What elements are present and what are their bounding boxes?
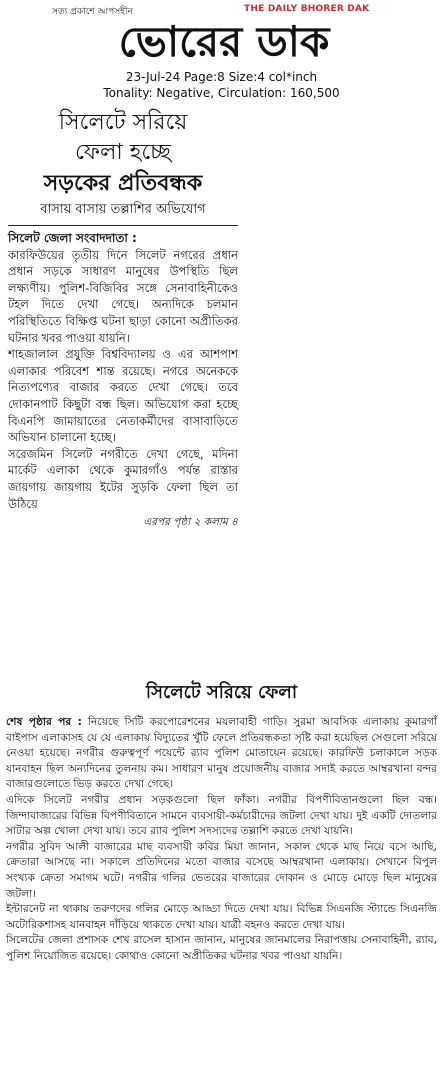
headline-line: সিলেটে সরিয়ে: [58, 110, 188, 135]
paragraph: কারফিউয়ের তৃতীয় দিনে সিলেট নগরের প্রধান প্রধান সড়কে সাধারণ মানুষের উপস্থিতি ছিল লক্ষ্যণীয়। পুলিশ-বিজিবির সঙ্গে সেনাবাহিনীকেও টহল দিতে দেখা গেছে। অন্যদিকে চলমান পরিস্থিতিতে বিক্ষিপ্ত ঘটনা ছাড়া কোনো অপ্রীতিকর ঘটনার খবর পাওয়া যায়নি।: [8, 247, 238, 345]
masthead: [0, 0, 443, 104]
clipping-meta-line: 23-Jul-24 Page:8 Size:4 col*inch: [125, 70, 318, 84]
lead-label: শেষ পৃষ্ঠার পর :: [6, 716, 82, 728]
paragraph-text: নিয়েছে সিটি করপোরেশনের ময়লাবাহী গাড়ি। সুরমা আবসিক এলাকায় কুমারগাঁ বাইপাস এলাকাসহ যে যে এলাকায় বিদ্যুতের খুঁটি ফেলে প্রতিবন্ধকতা সৃষ্টি করা হয়েছিল সেগুলো সরিয়ে নেওয়া হয়েছে। নগরীর গুরুত্বপূর্ণ পয়েন্টে র‍্যাব পুলিশ মোতায়েন রয়েছে। কারফিউ চলাকালে সড়ক যানবাহন ছিল অন্যদিনের তুলনায় কম। সাধারণ মানুষ প্রয়োজনীয় বাজার সদাই করতে আম্বরখানা বন্দর বাজারগুলোতে ভিড় করতে দেখা গেছে।: [6, 716, 437, 791]
continuation-note: এরপর পৃষ্ঠা ২ কলাম ৪: [143, 516, 238, 529]
continuation-body: [6, 715, 437, 965]
article-body: [8, 230, 238, 531]
article-clipping-continuation: [6, 678, 437, 1068]
byline: সিলেট জেলা সংবাদদাতা :: [8, 231, 137, 245]
newspaper-logo: [74, 14, 374, 66]
paragraph: শাহজালাল প্রযুক্তি বিশ্ববিদ্যালয় ও এর আশপাশ এলাকার পরিবেশ শান্ত রয়েছে। নগরে অনেককে নিত্যপণ্যের বাজার করতে দেখা গেছে। তবে দোকানপাট কিছুটা বন্ধ ছিল। অভিযোগ করা হচ্ছে বিএনপি জামায়াতের নেতাকর্মীদের বাসাবাড়িতে অভিযান চালানো হচ্ছে।: [8, 347, 238, 445]
headline-line: সড়কের প্রতিবন্ধক: [43, 170, 203, 196]
paragraph: ইন্টারনেট না থাকায় তরুণদের গলির মোড়ে আড্ডা দিতে দেখা যায়। বিভিন্ন সিএনজি স্ট্যান্ডে সিএনজি অটোরিকশাসহ যানবাহন দাঁড়িয়ে থাকতে দেখা যায়। যাত্রী বহনও করতে দেখা যায়।: [6, 903, 437, 931]
continuation-headline: সিলেটে সরিয়ে ফেলা: [145, 682, 298, 703]
paragraph: [6, 715, 437, 793]
masthead-motto: সত্য প্রকাশে আপসহীন: [52, 7, 133, 17]
article-clipping-main: [8, 108, 238, 668]
logo-text: ভোরের ডাক: [118, 17, 330, 66]
divider: [8, 225, 238, 226]
paragraph: সরেজমিন সিলেট নগরীতে দেখা গেছে, মদিনা মার্কেট এলাকা থেকে কুমারগাঁও পর্যন্ত রাস্তার জায়গায় জায়গায় ইটের সুড়কি ফেলা ছিল তা উঠিয়ে: [8, 446, 238, 511]
article-headline: [8, 108, 238, 198]
paragraph: নগরীর সুবিদ আলী বাজারের মাছ ব্যবসায়ী কবির মিয়া জানান, সকাল থেকে মাছ নিয়ে বসে আছি, ক্রেতারা আসছে না। সকালে প্রতিদিনের মতো বাজার বসেছে আম্বরখানা এলাকায়। সেখানে বিপুল সংখ্যক ক্রেতা সমাগম ঘটে। নগরীর গলির ভেতরের বাজারের দোকান ও মোড়ে মোড়ে ছিল মানুষের জটলা।: [6, 840, 437, 900]
headline-line: ফেলা হচ্ছে: [75, 140, 171, 165]
english-newspaper-name: THE DAILY BHORER DAK: [244, 4, 370, 14]
clipping-tonality-line: Tonality: Negative, Circulation: 160,500: [103, 86, 340, 100]
paragraph: সিলেটের জেলা প্রশাসক শেখ রাসেল হাসান জানান, মানুষের জানমালের নিরাপত্তায় সেনাবাহিনী, র‍্যাব, পুলিশ নিয়োজিত রয়েছে। কোথাও কোনো অপ্রীতিকর ঘটনার খবর পাওয়া যায়নি।: [6, 934, 437, 962]
paragraph: এদিকে সিলেট নগরীর প্রধান সড়কগুলো ছিল ফাঁকা। নগরীর বিপণীবিতানগুলো ছিল বন্ধ। জিন্দাবাজারের বিভিন্ন বিপণীবিতানে সামনে ব্যবসায়ী-কর্মচারীদের জটলা দেখা যায়। দুই একটি দোতলার সাটার অল্প খোলা দেখা যায়। তবে র‍্যাব পুলিশ সদস্যদের তল্লাশি করতে দেখা যায়নি।: [6, 793, 437, 838]
article-subhead: বাসায় বাসায় তল্লাশির অভিযোগ: [40, 202, 206, 217]
